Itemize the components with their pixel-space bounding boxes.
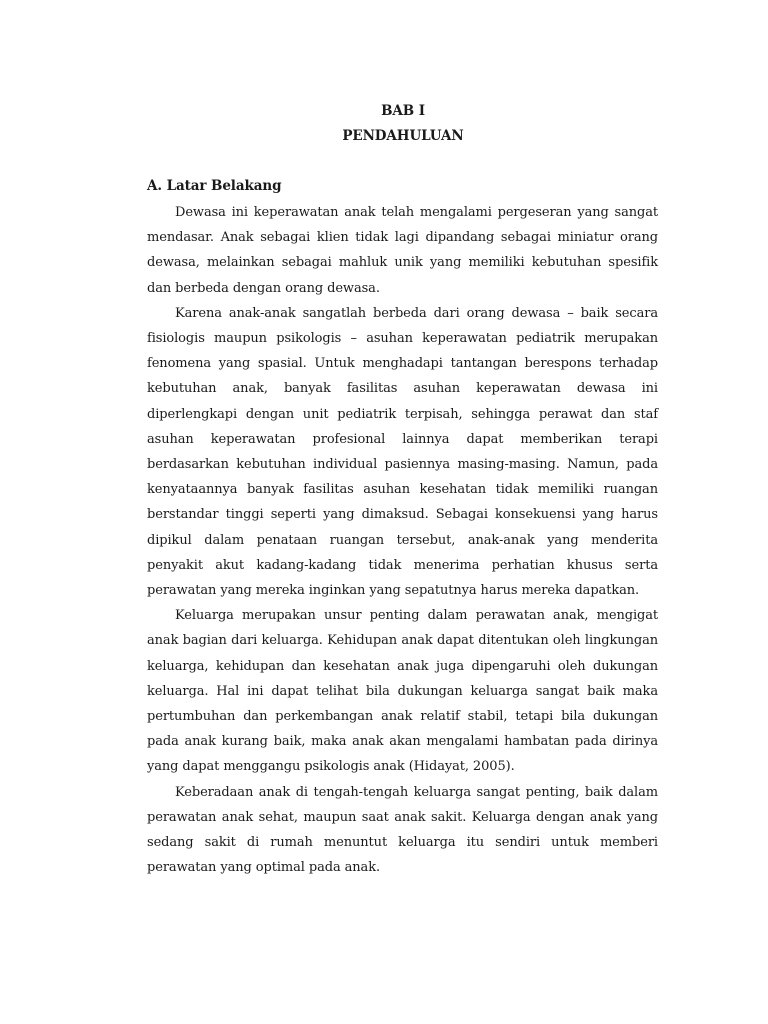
section-heading: A. Latar Belakang [147,178,282,194]
chapter-title: PENDAHULUAN [342,128,464,144]
paragraph-2: Karena anak-anak sangatlah berbeda dari orang dewasa – baik secara fisiologis maupun psikologis – asuhan keperawatan pediatrik merupakan fenomena yang spasial. Untuk menghadapi tantangan berespons terhadap kebutuhan anak, banyak fasilitas asuhan keperawatan dewasa ini diperlengkapi dengan unit pediatrik terpisah, sehingga perawat dan staf asuhan keperawatan profesional lainnya dapat memberikan terapi berdasarkan kebutuhan individual pasiennya masing-masing. Namun, pada kenyataannya banyak fasilitas asuhan kesehatan tidak memiliki ruangan berstandar tinggi seperti yang dimaksud. Sebagai konsekuensi yang harus dipikul dalam penataan ruangan tersebut, anak-anak yang menderita penyakit akut kadang-kadang tidak menerima perhatian khusus serta perawatan yang mereka inginkan yang sepatutnya harus mereka dapatkan. [147,305,658,599]
paragraph-1: Dewasa ini keperawatan anak telah mengalami pergeseran yang sangat mendasar. Anak sebagai klien tidak lagi dipandang sebagai miniatur orang dewasa, melainkan sebagai mahluk unik yang memiliki kebutuhan spesifik dan berbeda dengan orang dewasa. [147,205,658,296]
paragraph-3: Keluarga merupakan unsur penting dalam perawatan anak, mengigat anak bagian dari keluarga. Kehidupan anak dapat ditentukan oleh lingkungan keluarga, kehidupan dan kesehatan anak juga dipengaruhi oleh dukungan keluarga. Hal ini dapat telihat bila dukungan keluarga sangat baik maka pertumbuhan dan perkembangan anak relatif stabil, tetapi bila dukungan pada anak kurang baik, maka anak akan mengalami hambatan pada dirinya yang dapat menggangu psikologis anak (Hidayat, 2005). [147,608,658,775]
paragraph-4: Keberadaan anak di tengah-tengah keluarga sangat penting, baik dalam perawatan anak sehat, maupun saat anak sakit. Keluarga dengan anak yang sedang sakit di rumah menuntut keluarga itu sendiri untuk memberi perawatan yang optimal pada anak. [147,784,658,876]
chapter-number: BAB I [381,103,425,119]
section-body [147,200,658,880]
